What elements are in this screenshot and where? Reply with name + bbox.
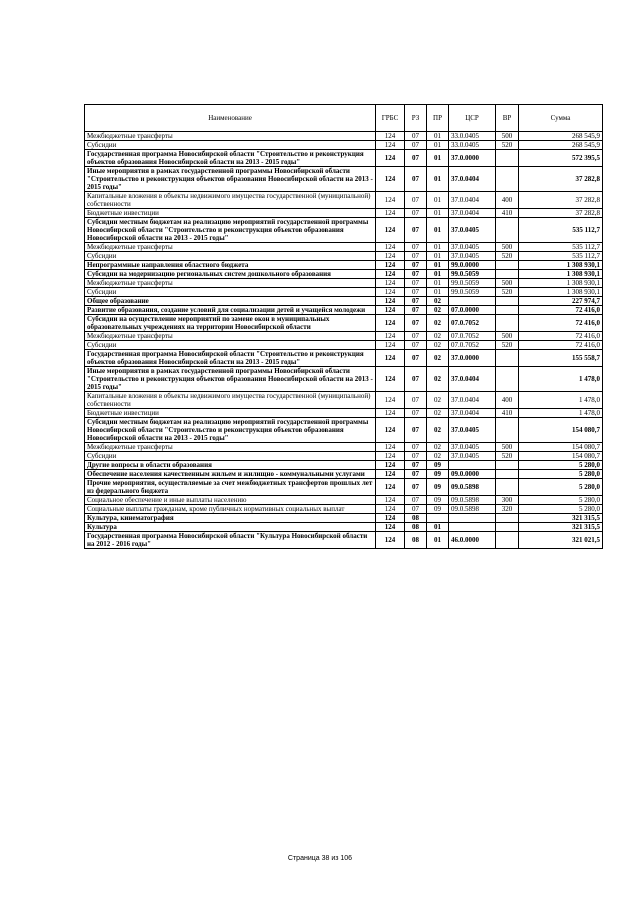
cell-pr: 01	[427, 261, 449, 270]
cell-name: Прочие мероприятия, осуществляемые за счет межбюджетных трансфертов прошлых лет из федерального бюджета	[85, 479, 376, 496]
cell-sum: 154 080,7	[519, 452, 603, 461]
budget-table	[84, 104, 603, 549]
cell-name: Государственная программа Новосибирской области "Строительство и реконструкция объектов образования Новосибирской области на 2013 - 2015 годы"	[85, 150, 376, 167]
table-row	[85, 218, 603, 243]
cell-csr	[449, 297, 496, 306]
cell-sum: 1 308 930,1	[519, 279, 603, 288]
table-row	[85, 392, 603, 409]
cell-csr: 99.0.5059	[449, 270, 496, 279]
cell-vr	[496, 350, 519, 367]
cell-pr: 02	[427, 332, 449, 341]
cell-csr: 37.0.0404	[449, 367, 496, 392]
cell-sum: 5 280,0	[519, 479, 603, 496]
cell-sum: 1 308 930,1	[519, 261, 603, 270]
cell-pr: 02	[427, 297, 449, 306]
cell-pr: 02	[427, 315, 449, 332]
table-row	[85, 479, 603, 496]
cell-pr: 01	[427, 252, 449, 261]
cell-pr: 09	[427, 470, 449, 479]
cell-name: Государственная программа Новосибирской области "Строительство и реконструкция объектов образования Новосибирской области на 2013 - 2015 годы"	[85, 350, 376, 367]
header-name: Наименование	[85, 105, 376, 132]
cell-grbs: 124	[376, 167, 405, 192]
cell-vr	[496, 150, 519, 167]
cell-pr	[427, 514, 449, 523]
cell-csr: 07.0.7052	[449, 332, 496, 341]
cell-sum: 227 974,7	[519, 297, 603, 306]
cell-rz: 07	[405, 192, 427, 209]
cell-grbs: 124	[376, 532, 405, 549]
cell-sum: 37 282,8	[519, 167, 603, 192]
cell-rz: 07	[405, 270, 427, 279]
cell-pr: 01	[427, 270, 449, 279]
table-row	[85, 141, 603, 150]
table-row	[85, 261, 603, 270]
cell-rz: 07	[405, 505, 427, 514]
cell-csr: 07.0.0000	[449, 306, 496, 315]
cell-sum: 72 416,0	[519, 341, 603, 350]
cell-vr	[496, 479, 519, 496]
cell-sum: 37 282,8	[519, 209, 603, 218]
cell-vr	[496, 523, 519, 532]
cell-sum: 1 478,0	[519, 367, 603, 392]
cell-sum: 72 416,0	[519, 332, 603, 341]
cell-name: Межбюджетные трансферты	[85, 243, 376, 252]
table-row	[85, 270, 603, 279]
cell-name: Обеспечение населения качественным жильем и жилищно - коммунальными услугами	[85, 470, 376, 479]
cell-grbs: 124	[376, 418, 405, 443]
cell-rz: 07	[405, 306, 427, 315]
cell-vr	[496, 315, 519, 332]
cell-sum: 5 280,0	[519, 470, 603, 479]
cell-name: Капитальные вложения в объекты недвижимого имущества государственной (муниципальной) собственности	[85, 192, 376, 209]
cell-rz: 07	[405, 367, 427, 392]
cell-vr	[496, 367, 519, 392]
cell-name: Культура, кинематография	[85, 514, 376, 523]
table-row	[85, 418, 603, 443]
cell-rz: 07	[405, 452, 427, 461]
cell-grbs: 124	[376, 261, 405, 270]
cell-sum: 572 395,5	[519, 150, 603, 167]
cell-vr	[496, 532, 519, 549]
cell-vr	[496, 297, 519, 306]
cell-csr: 37.0.0405	[449, 218, 496, 243]
cell-pr: 01	[427, 218, 449, 243]
cell-csr: 37.0.0000	[449, 150, 496, 167]
cell-grbs: 124	[376, 505, 405, 514]
cell-grbs: 124	[376, 141, 405, 150]
cell-vr	[496, 470, 519, 479]
cell-csr: 09.0.0000	[449, 470, 496, 479]
cell-csr: 99.0.0000	[449, 261, 496, 270]
cell-grbs: 124	[376, 218, 405, 243]
table-row	[85, 367, 603, 392]
cell-rz: 08	[405, 523, 427, 532]
cell-rz: 07	[405, 167, 427, 192]
cell-vr: 520	[496, 252, 519, 261]
cell-grbs: 124	[376, 350, 405, 367]
cell-rz: 07	[405, 443, 427, 452]
cell-pr: 02	[427, 452, 449, 461]
cell-vr: 500	[496, 132, 519, 141]
cell-rz: 07	[405, 209, 427, 218]
cell-grbs: 124	[376, 279, 405, 288]
cell-csr: 37.0.0405	[449, 443, 496, 452]
cell-vr: 500	[496, 279, 519, 288]
cell-name: Социальные выплаты гражданам, кроме публичных нормативных социальных выплат	[85, 505, 376, 514]
cell-csr: 37.0.0405	[449, 452, 496, 461]
table-row	[85, 297, 603, 306]
cell-rz: 08	[405, 532, 427, 549]
cell-sum: 321 315,5	[519, 514, 603, 523]
cell-sum: 37 282,8	[519, 192, 603, 209]
cell-name: Субсидии на осуществление мероприятий по замене окон в муниципальных образовательных учреждениях на территории Новосибирской области	[85, 315, 376, 332]
cell-csr: 37.0.0404	[449, 209, 496, 218]
cell-vr	[496, 306, 519, 315]
cell-name: Бюджетные инвестиции	[85, 209, 376, 218]
cell-vr	[496, 514, 519, 523]
cell-pr: 09	[427, 479, 449, 496]
cell-pr: 02	[427, 409, 449, 418]
cell-rz: 07	[405, 418, 427, 443]
cell-name: Межбюджетные трансферты	[85, 443, 376, 452]
table-row	[85, 452, 603, 461]
cell-vr: 410	[496, 209, 519, 218]
cell-name: Субсидии	[85, 452, 376, 461]
cell-pr: 09	[427, 496, 449, 505]
cell-pr: 01	[427, 209, 449, 218]
cell-csr: 37.0.0404	[449, 192, 496, 209]
cell-rz: 08	[405, 514, 427, 523]
cell-grbs: 124	[376, 209, 405, 218]
cell-csr: 37.0.0405	[449, 418, 496, 443]
cell-name: Субсидии местным бюджетам на реализацию мероприятий государственной программы Новосибирской области "Строительство и реконструкция объектов образования Новосибирской области на 2013 - 2015 годы"	[85, 418, 376, 443]
cell-rz: 07	[405, 409, 427, 418]
cell-name: Социальное обеспечение и иные выплаты населению	[85, 496, 376, 505]
cell-rz: 07	[405, 341, 427, 350]
cell-name: Межбюджетные трансферты	[85, 279, 376, 288]
cell-rz: 07	[405, 141, 427, 150]
header-pr: ПР	[427, 105, 449, 132]
cell-rz: 07	[405, 392, 427, 409]
cell-rz: 07	[405, 261, 427, 270]
cell-csr: 37.0.0404	[449, 409, 496, 418]
cell-rz: 07	[405, 470, 427, 479]
cell-sum: 72 416,0	[519, 306, 603, 315]
cell-name: Иные мероприятия в рамках государственной программы Новосибирской области "Строительство и реконструкция объектов образования Новосибирской области на 2013 - 2015 годы"	[85, 167, 376, 192]
table-body	[85, 132, 603, 549]
cell-sum: 5 280,0	[519, 496, 603, 505]
cell-csr	[449, 523, 496, 532]
cell-grbs: 124	[376, 315, 405, 332]
cell-csr: 07.0.7052	[449, 341, 496, 350]
cell-pr: 01	[427, 532, 449, 549]
cell-pr: 01	[427, 523, 449, 532]
cell-csr: 37.0.0405	[449, 252, 496, 261]
cell-vr	[496, 270, 519, 279]
cell-rz: 07	[405, 461, 427, 470]
cell-csr: 09.0.5898	[449, 496, 496, 505]
cell-grbs: 124	[376, 150, 405, 167]
cell-pr: 01	[427, 288, 449, 297]
header-csr: ЦСР	[449, 105, 496, 132]
cell-csr: 37.0.0405	[449, 243, 496, 252]
cell-vr: 520	[496, 141, 519, 150]
cell-pr: 01	[427, 243, 449, 252]
cell-sum: 72 416,0	[519, 315, 603, 332]
cell-grbs: 124	[376, 306, 405, 315]
table-row	[85, 243, 603, 252]
cell-name: Бюджетные инвестиции	[85, 409, 376, 418]
cell-vr: 320	[496, 505, 519, 514]
table-row	[85, 167, 603, 192]
cell-csr: 37.0.0404	[449, 392, 496, 409]
table-row	[85, 532, 603, 549]
cell-name: Культура	[85, 523, 376, 532]
table-row	[85, 332, 603, 341]
table-row	[85, 496, 603, 505]
cell-rz: 07	[405, 315, 427, 332]
cell-sum: 321 315,5	[519, 523, 603, 532]
cell-vr	[496, 418, 519, 443]
cell-vr: 400	[496, 392, 519, 409]
table-row	[85, 341, 603, 350]
cell-vr: 520	[496, 452, 519, 461]
table-row	[85, 150, 603, 167]
cell-csr: 07.0.7052	[449, 315, 496, 332]
cell-csr: 37.0.0404	[449, 167, 496, 192]
cell-rz: 07	[405, 150, 427, 167]
table-row	[85, 288, 603, 297]
cell-rz: 07	[405, 218, 427, 243]
cell-name: Государственная программа Новосибирской области "Культура Новосибирской области на 2012 - 2016 годы"	[85, 532, 376, 549]
cell-rz: 07	[405, 279, 427, 288]
cell-vr	[496, 218, 519, 243]
table-row	[85, 409, 603, 418]
cell-name: Субсидии местным бюджетам на реализацию мероприятий государственной программы Новосибирской области "Строительство и реконструкция объектов образования Новосибирской области на 2013 - 2015 годы"	[85, 218, 376, 243]
cell-sum: 321 021,5	[519, 532, 603, 549]
cell-csr: 33.0.0405	[449, 132, 496, 141]
header-grbs: ГРБС	[376, 105, 405, 132]
cell-rz: 07	[405, 297, 427, 306]
table-row	[85, 306, 603, 315]
cell-vr	[496, 167, 519, 192]
cell-name: Субсидии	[85, 341, 376, 350]
table-row	[85, 132, 603, 141]
table-header-row	[85, 105, 603, 132]
cell-grbs: 124	[376, 523, 405, 532]
cell-grbs: 124	[376, 479, 405, 496]
table-row	[85, 350, 603, 367]
cell-vr	[496, 261, 519, 270]
cell-pr: 02	[427, 443, 449, 452]
cell-vr: 410	[496, 409, 519, 418]
table-row	[85, 470, 603, 479]
cell-rz: 07	[405, 288, 427, 297]
cell-sum: 5 280,0	[519, 505, 603, 514]
cell-csr	[449, 514, 496, 523]
cell-sum: 1 308 930,1	[519, 288, 603, 297]
table-row	[85, 514, 603, 523]
cell-name: Субсидии	[85, 288, 376, 297]
cell-grbs: 124	[376, 461, 405, 470]
cell-sum: 535 112,7	[519, 243, 603, 252]
table-row	[85, 315, 603, 332]
table-row	[85, 209, 603, 218]
cell-grbs: 124	[376, 132, 405, 141]
cell-grbs: 124	[376, 341, 405, 350]
cell-name: Субсидии	[85, 141, 376, 150]
cell-pr: 01	[427, 150, 449, 167]
table-row	[85, 523, 603, 532]
cell-vr: 520	[496, 288, 519, 297]
cell-sum: 155 558,7	[519, 350, 603, 367]
cell-sum: 268 545,9	[519, 141, 603, 150]
cell-grbs: 124	[376, 443, 405, 452]
cell-csr: 46.0.0000	[449, 532, 496, 549]
cell-name: Межбюджетные трансферты	[85, 132, 376, 141]
cell-grbs: 124	[376, 496, 405, 505]
cell-csr: 37.0.0000	[449, 350, 496, 367]
cell-grbs: 124	[376, 452, 405, 461]
cell-rz: 07	[405, 132, 427, 141]
cell-pr: 02	[427, 341, 449, 350]
cell-sum: 154 080,7	[519, 443, 603, 452]
cell-rz: 07	[405, 243, 427, 252]
cell-vr: 400	[496, 192, 519, 209]
cell-vr: 500	[496, 243, 519, 252]
table-row	[85, 443, 603, 452]
cell-pr: 02	[427, 350, 449, 367]
cell-grbs: 124	[376, 409, 405, 418]
table-row	[85, 192, 603, 209]
cell-grbs: 124	[376, 470, 405, 479]
header-rz: РЗ	[405, 105, 427, 132]
cell-csr	[449, 461, 496, 470]
cell-name: Непрограммные направления областного бюджета	[85, 261, 376, 270]
cell-sum: 268 545,9	[519, 132, 603, 141]
cell-name: Субсидии на модернизацию региональных систем дошкольного образования	[85, 270, 376, 279]
table-row	[85, 461, 603, 470]
cell-csr: 33.0.0405	[449, 141, 496, 150]
cell-pr: 02	[427, 392, 449, 409]
cell-name: Иные мероприятия в рамках государственной программы Новосибирской области "Строительство и реконструкция объектов образования Новосибирской области на 2013 - 2015 годы"	[85, 367, 376, 392]
cell-rz: 07	[405, 479, 427, 496]
cell-pr: 01	[427, 167, 449, 192]
cell-csr: 09.0.5898	[449, 505, 496, 514]
cell-name: Субсидии	[85, 252, 376, 261]
table-row	[85, 279, 603, 288]
cell-csr: 99.0.5059	[449, 288, 496, 297]
header-sum: Сумма	[519, 105, 603, 132]
cell-grbs: 124	[376, 288, 405, 297]
cell-sum: 154 080,7	[519, 418, 603, 443]
cell-pr: 02	[427, 367, 449, 392]
budget-table-container	[84, 104, 602, 549]
cell-grbs: 124	[376, 192, 405, 209]
cell-grbs: 124	[376, 270, 405, 279]
cell-sum: 1 308 930,1	[519, 270, 603, 279]
cell-name: Межбюджетные трансферты	[85, 332, 376, 341]
cell-vr: 300	[496, 496, 519, 505]
cell-pr: 09	[427, 505, 449, 514]
cell-rz: 07	[405, 496, 427, 505]
cell-vr	[496, 461, 519, 470]
cell-name: Другие вопросы в области образования	[85, 461, 376, 470]
cell-rz: 07	[405, 350, 427, 367]
cell-grbs: 124	[376, 297, 405, 306]
cell-sum: 5 280,0	[519, 461, 603, 470]
cell-pr: 01	[427, 279, 449, 288]
cell-grbs: 124	[376, 392, 405, 409]
cell-sum: 1 478,0	[519, 392, 603, 409]
cell-pr: 09	[427, 461, 449, 470]
cell-name: Общее образование	[85, 297, 376, 306]
cell-grbs: 124	[376, 514, 405, 523]
cell-pr: 02	[427, 306, 449, 315]
cell-pr: 02	[427, 418, 449, 443]
cell-name: Капитальные вложения в объекты недвижимого имущества государственной (муниципальной) собственности	[85, 392, 376, 409]
table-row	[85, 505, 603, 514]
page-footer: Страница 38 из 106	[287, 855, 353, 862]
cell-name: Развитие образования, создание условий для социализации детей и учащейся молодежи	[85, 306, 376, 315]
cell-pr: 01	[427, 192, 449, 209]
cell-rz: 07	[405, 252, 427, 261]
header-vr: ВР	[496, 105, 519, 132]
cell-vr: 500	[496, 332, 519, 341]
cell-grbs: 124	[376, 367, 405, 392]
cell-csr: 99.0.5059	[449, 279, 496, 288]
cell-sum: 535 112,7	[519, 252, 603, 261]
cell-sum: 535 112,7	[519, 218, 603, 243]
cell-pr: 01	[427, 141, 449, 150]
cell-grbs: 124	[376, 243, 405, 252]
cell-grbs: 124	[376, 252, 405, 261]
cell-pr: 01	[427, 132, 449, 141]
cell-grbs: 124	[376, 332, 405, 341]
table-row	[85, 252, 603, 261]
cell-sum: 1 478,0	[519, 409, 603, 418]
cell-csr: 09.0.5898	[449, 479, 496, 496]
cell-vr: 500	[496, 443, 519, 452]
cell-rz: 07	[405, 332, 427, 341]
cell-vr: 520	[496, 341, 519, 350]
